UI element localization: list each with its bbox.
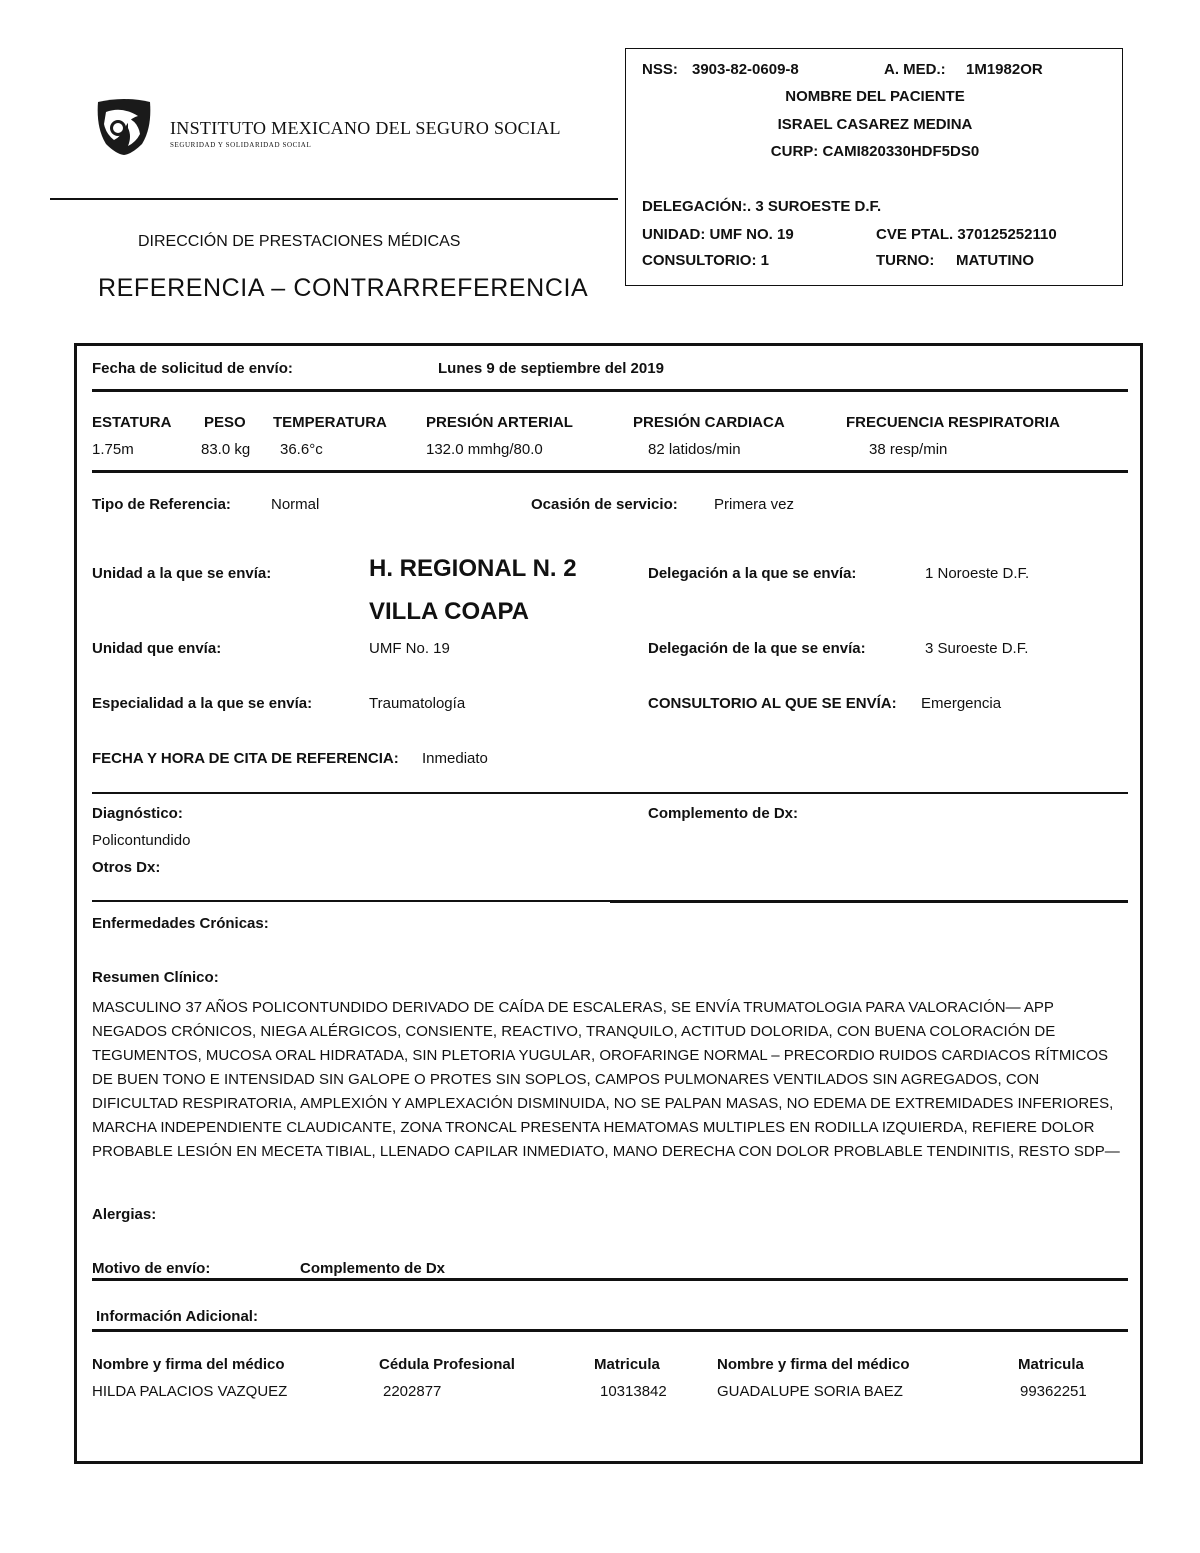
ocasion-servicio-label: Ocasión de servicio: [531, 496, 678, 513]
header-divider [50, 198, 618, 200]
divider [92, 792, 1128, 794]
vital-label-presion-cardiaca: PRESIÓN CARDIACA [633, 414, 785, 431]
resumen-clinico-label: Resumen Clínico: [92, 969, 219, 986]
informacion-adicional-label: Información Adicional: [96, 1308, 258, 1325]
consultorio-destino-label: CONSULTORIO AL QUE SE ENVÍA: [648, 695, 897, 712]
medico1-name: HILDA PALACIOS VAZQUEZ [92, 1383, 288, 1400]
nss-value: 3903-82-0609-8 [692, 61, 799, 78]
direccion-heading: DIRECCIÓN DE PRESTACIONES MÉDICAS [138, 233, 461, 250]
vital-value-presion-cardiaca: 82 latidos/min [648, 441, 741, 458]
unidad-destino-label: Unidad a la que se envía: [92, 565, 272, 582]
patient-name: ISRAEL CASAREZ MEDINA [777, 116, 973, 133]
amed-value: 1M1982OR [966, 61, 1043, 78]
vital-label-peso: PESO [204, 414, 246, 431]
patient-curp: CURP: CAMI820330HDF5DS0 [770, 143, 980, 160]
divider [92, 389, 1128, 392]
resumen-clinico-text: MASCULINO 37 AÑOS POLICONTUNDIDO DERIVADO DE CAÍDA DE ESCALERAS, SE ENVÍA TRUMATOLOGIA PARA VALORACIÓN— APP NEGADOS CRÓNICOS, NIEGA ALÉRGICOS, CONSIENTE, REACTIVO, TRANQUILO, ACTITUD DOLORIDA, CON BUENA COLORACIÓN DE TEGUMENTOS, MUCOSA ORAL HIDRATADA, SIN PLETORIA YUGULAR, OROFARINGE NORMAL – PRECORDIO RUIDOS CARDIACOS RÍTMICOS DE BUEN TONO E INTENSIDAD SIN GALOPE O PROTES SIN SOPLOS, CAMPOS PULMONARES VENTILADOS SIN AGREGADOS, CON DIFICULTAD RESPIRATORIA, AMPLEXIÓN Y AMPLEXACIÓN DISMINUIDA, NO SE PALPAN MASAS, NO EDEMA DE EXTREMIDADES INFERIORES, MARCHA INDEPENDIENTE CLAUDICANTE, ZONA TRONCAL PRESENTA HEMATOMAS MULTIPLES EN RODILLA IZQUIERDA, REFIERE DOLOR PROBABLE LESIÓN EN MECETA TIBIAL, LLENADO CAPILAR INMEDIATO, MANO DERECHA CON DOLOR PROBLABLE TENDINITIS, RESTO SDP— [92, 999, 1120, 1160]
matricula2-value: 99362251 [1020, 1383, 1087, 1400]
complemento-dx-label: Complemento de Dx: [648, 805, 799, 822]
patient-cve-ptal: CVE PTAL. 370125252110 [876, 226, 1057, 243]
patient-name-label: NOMBRE DEL PACIENTE [785, 88, 965, 105]
unidad-origen-value: UMF No. 19 [369, 640, 450, 657]
vital-label-presion-arterial: PRESIÓN ARTERIAL [426, 414, 573, 431]
otros-dx-label: Otros Dx: [92, 859, 161, 876]
unidad-origen-label: Unidad que envía: [92, 640, 222, 657]
divider [610, 900, 1128, 903]
vital-label-estatura: ESTATURA [92, 414, 172, 431]
matricula2-label: Matricula [1018, 1356, 1084, 1373]
turno-label: TURNO: [876, 252, 935, 269]
delegacion-destino-label: Delegación a la que se envía: [648, 565, 857, 582]
vital-label-frecuencia-respiratoria: FRECUENCIA RESPIRATORIA [846, 414, 1060, 431]
ocasion-servicio-value: Primera vez [714, 496, 795, 513]
divider [92, 1329, 1128, 1332]
form-title: REFERENCIA – CONTRARREFERENCIA [98, 274, 589, 302]
delegacion-destino-value: 1 Noroeste D.F. [925, 565, 1030, 582]
especialidad-value: Traumatología [369, 695, 466, 712]
alergias-label: Alergias: [92, 1206, 157, 1223]
nss-label: NSS: [642, 61, 678, 78]
cedula-label: Cédula Profesional [379, 1356, 515, 1373]
fecha-cita-value: Inmediato [422, 750, 488, 767]
medico2-label: Nombre y firma del médico [717, 1356, 910, 1373]
matricula1-label: Matricula [594, 1356, 660, 1373]
vital-label-temperatura: TEMPERATURA [273, 414, 387, 431]
vital-value-temperatura: 36.6°c [280, 441, 323, 458]
unidad-destino-line2: VILLA COAPA [369, 598, 529, 625]
motivo-envio-label: Motivo de envío: [92, 1260, 211, 1277]
referral-form [74, 343, 1143, 1464]
medico2-name: GUADALUPE SORIA BAEZ [717, 1383, 903, 1400]
amed-label: A. MED.: [884, 61, 946, 78]
vital-value-estatura: 1.75m [92, 441, 134, 458]
fecha-solicitud-value: Lunes 9 de septiembre del 2019 [438, 360, 664, 377]
diagnostico-label: Diagnóstico: [92, 805, 183, 822]
matricula1-value: 10313842 [600, 1383, 667, 1400]
cedula-value: 2202877 [383, 1383, 442, 1400]
patient-info-box [625, 48, 1123, 286]
vital-value-frecuencia-respiratoria: 38 resp/min [869, 441, 948, 458]
tipo-referencia-label: Tipo de Referencia: [92, 496, 231, 513]
divider [92, 900, 612, 902]
delegacion-origen-value: 3 Suroeste D.F. [925, 640, 1029, 657]
medico1-label: Nombre y firma del médico [92, 1356, 285, 1373]
patient-delegacion: DELEGACIÓN:. 3 SUROESTE D.F. [642, 198, 882, 215]
patient-consultorio: CONSULTORIO: 1 [642, 252, 769, 269]
fecha-solicitud-label: Fecha de solicitud de envío: [92, 360, 293, 377]
vital-value-presion-arterial: 132.0 mmhg/80.0 [426, 441, 543, 458]
motivo-envio-value: Complemento de Dx [300, 1260, 446, 1277]
tipo-referencia-value: Normal [271, 496, 320, 513]
delegacion-origen-label: Delegación de la que se envía: [648, 640, 866, 657]
unidad-destino-line1: H. REGIONAL N. 2 [369, 555, 577, 582]
institution-motto: SEGURIDAD Y SOLIDARIDAD SOCIAL [170, 141, 312, 149]
divider [92, 1278, 1128, 1281]
especialidad-label: Especialidad a la que se envía: [92, 695, 313, 712]
enfermedades-cronicas-label: Enfermedades Crónicas: [92, 915, 269, 932]
divider [92, 470, 1128, 473]
turno-value: MATUTINO [956, 252, 1035, 269]
patient-unidad: UNIDAD: UMF NO. 19 [642, 226, 794, 243]
institution-name: INSTITUTO MEXICANO DEL SEGURO SOCIAL [170, 118, 561, 138]
fecha-cita-label: FECHA Y HORA DE CITA DE REFERENCIA: [92, 750, 399, 767]
consultorio-destino-value: Emergencia [921, 695, 1002, 712]
vital-value-peso: 83.0 kg [201, 441, 251, 458]
diagnostico-value: Policontundido [92, 832, 191, 849]
imss-eagle-logo-icon [92, 98, 156, 156]
